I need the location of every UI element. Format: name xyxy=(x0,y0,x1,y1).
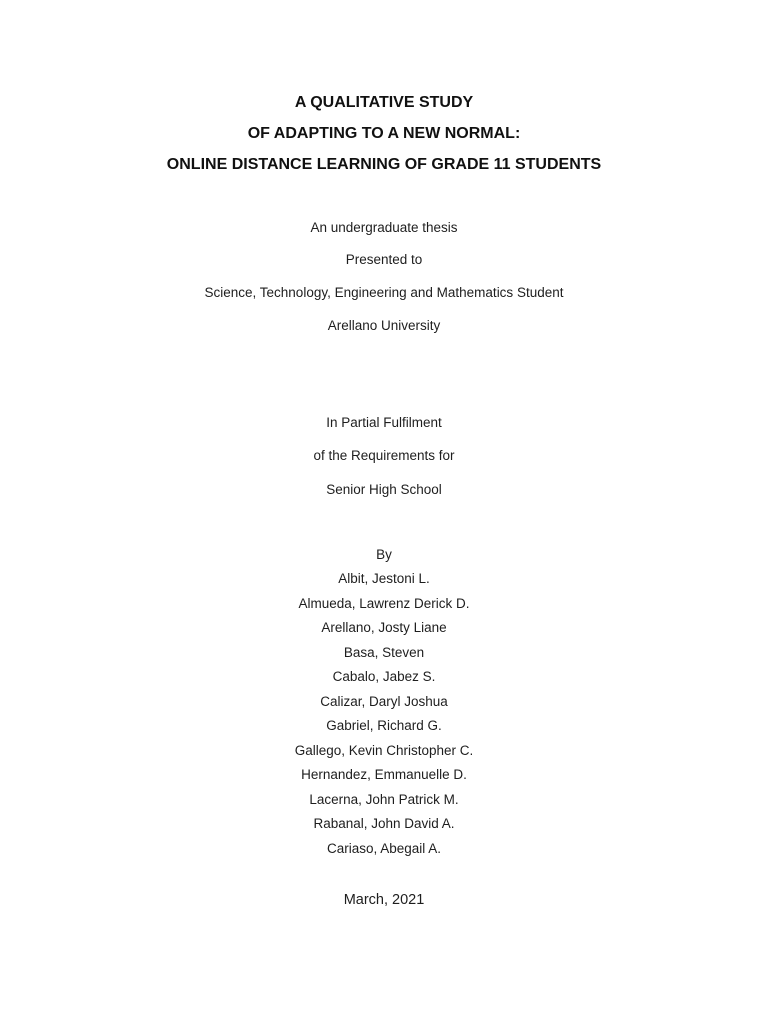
author-name: Hernandez, Emmanuelle D. xyxy=(301,767,467,782)
author-name: Almueda, Lawrenz Derick D. xyxy=(298,595,470,611)
title-line-1: A QUALITATIVE STUDY xyxy=(294,94,474,111)
author-name: Gabriel, Richard G. xyxy=(326,718,442,733)
author-name: Gallego, Kevin Christopher C. xyxy=(294,742,474,758)
author-list xyxy=(0,571,768,865)
author-name: Arellano, Josty Liane xyxy=(321,620,447,635)
fulfilment-line-3: Senior High School xyxy=(326,482,442,497)
presented-to: Presented to xyxy=(345,252,423,267)
department: Science, Technology, Engineering and Mathematics Student xyxy=(204,285,564,300)
submission-date: March, 2021 xyxy=(343,892,425,908)
author-name: Cabalo, Jabez S. xyxy=(332,669,436,684)
author-name: Rabanal, John David A. xyxy=(313,816,455,831)
author-name: Cariaso, Abegail A. xyxy=(326,840,442,856)
by-label: By xyxy=(376,547,392,562)
author-name: Lacerna, John Patrick M. xyxy=(309,791,459,807)
fulfilment-line-1: In Partial Fulfilment xyxy=(326,415,442,430)
author-name: Calizar, Daryl Joshua xyxy=(320,693,448,709)
title-line-2: OF ADAPTING TO A NEW NORMAL: xyxy=(247,125,521,142)
author-name: Basa, Steven xyxy=(343,644,425,660)
thesis-type: An undergraduate thesis xyxy=(310,220,458,235)
author-name: Albit, Jestoni L. xyxy=(338,571,430,586)
fulfilment-line-2: of the Requirements for xyxy=(313,448,455,463)
institution: Arellano University xyxy=(327,318,441,333)
title-line-3: ONLINE DISTANCE LEARNING OF GRADE 11 STUDENTS xyxy=(166,156,602,173)
